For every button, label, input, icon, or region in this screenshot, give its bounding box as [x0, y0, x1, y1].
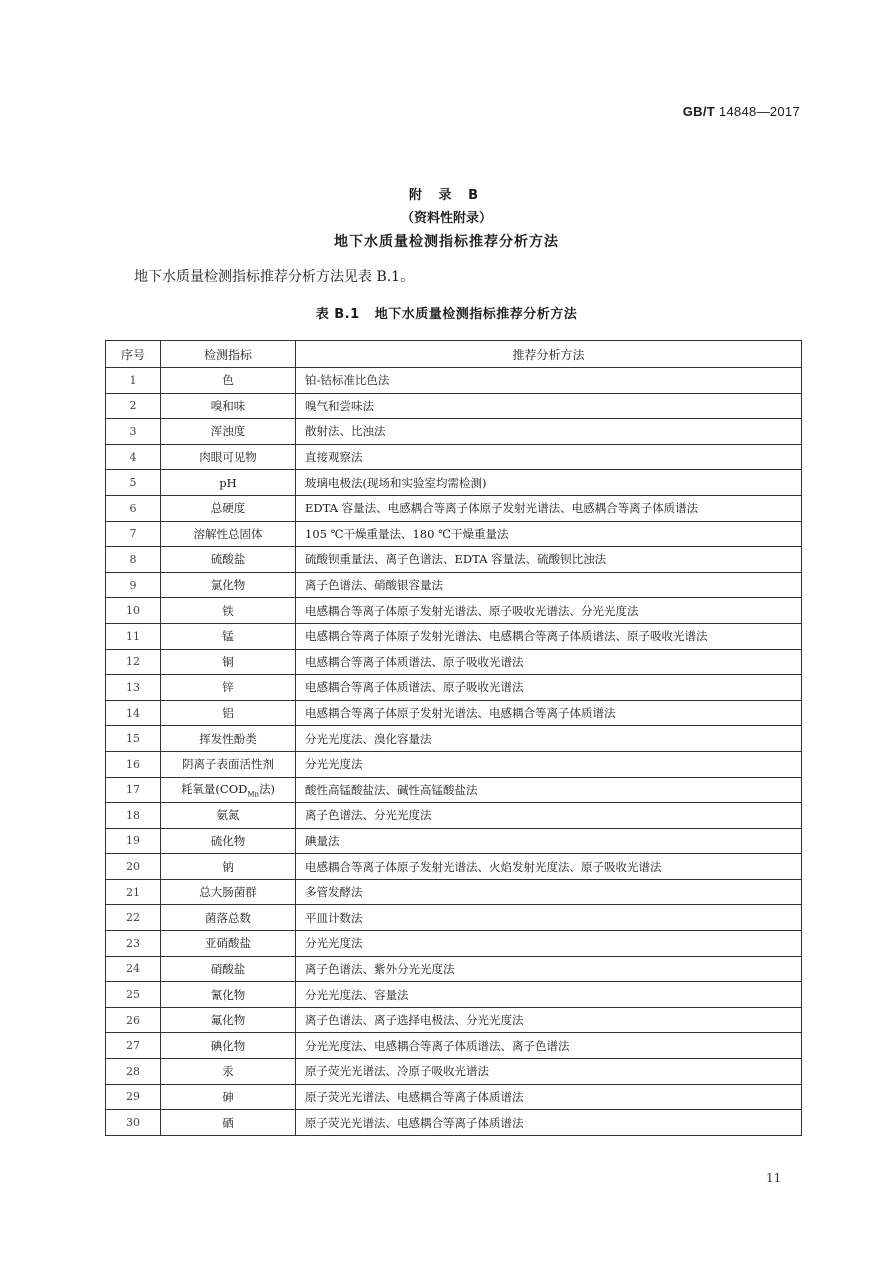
row-method: 电感耦合等离子体原子发射光谱法、电感耦合等离子体质谱法 — [296, 700, 802, 726]
row-method: 电感耦合等离子体原子发射光谱法、原子吸收光谱法、分光光度法 — [296, 598, 802, 624]
table-row — [106, 623, 802, 649]
table-row — [106, 598, 802, 624]
row-serial: 26 — [106, 1007, 161, 1033]
table-row — [106, 547, 802, 573]
row-method: 离子色谱法、紫外分光光度法 — [296, 956, 802, 982]
row-serial: 9 — [106, 572, 161, 598]
standard-prefix: GB/T — [682, 104, 715, 119]
row-method: 分光光度法 — [296, 751, 802, 777]
row-indicator: 钠 — [161, 854, 296, 880]
row-indicator: 溶解性总固体 — [161, 521, 296, 547]
indicator-suffix: 法) — [259, 782, 276, 797]
row-method: 离子色谱法、分光光度法 — [296, 803, 802, 829]
row-method: 碘量法 — [296, 828, 802, 854]
table-header-row — [106, 341, 802, 368]
row-indicator: 锌 — [161, 675, 296, 701]
table-row — [106, 368, 802, 394]
page-number: 11 — [766, 1171, 782, 1185]
row-method: EDTA 容量法、电感耦合等离子体原子发射光谱法、电感耦合等离子体质谱法 — [296, 495, 802, 521]
row-method: 分光光度法、电感耦合等离子体质谱法、离子色谱法 — [296, 1033, 802, 1059]
row-serial: 7 — [106, 521, 161, 547]
row-method: 离子色谱法、离子选择电极法、分光光度法 — [296, 1007, 802, 1033]
row-serial: 24 — [106, 956, 161, 982]
row-method: 分光光度法 — [296, 931, 802, 957]
row-indicator: 碘化物 — [161, 1033, 296, 1059]
row-indicator: 氨氮 — [161, 803, 296, 829]
row-serial: 18 — [106, 803, 161, 829]
row-indicator: 肉眼可见物 — [161, 444, 296, 470]
row-serial: 30 — [106, 1110, 161, 1136]
row-indicator: 硒 — [161, 1110, 296, 1136]
table-row — [106, 777, 802, 803]
row-method: 原子荧光光谱法、电感耦合等离子体质谱法 — [296, 1084, 802, 1110]
table-row — [106, 931, 802, 957]
row-method: 平皿计数法 — [296, 905, 802, 931]
row-indicator: 氰化物 — [161, 982, 296, 1008]
row-serial: 21 — [106, 879, 161, 905]
row-indicator: 嗅和味 — [161, 393, 296, 419]
row-indicator: 浑浊度 — [161, 419, 296, 445]
table-caption: 表 B.1 地下水质量检测指标推荐分析方法 — [315, 307, 578, 322]
row-indicator: 挥发性酚类 — [161, 726, 296, 752]
row-serial: 2 — [106, 393, 161, 419]
row-indicator: 氯化物 — [161, 572, 296, 598]
table-row — [106, 879, 802, 905]
appendix-subtitle: （资料性附录） — [400, 211, 492, 226]
row-method: 原子荧光光谱法、电感耦合等离子体质谱法 — [296, 1110, 802, 1136]
row-serial: 12 — [106, 649, 161, 675]
row-method: 电感耦合等离子体原子发射光谱法、火焰发射光度法、原子吸收光谱法 — [296, 854, 802, 880]
row-serial: 10 — [106, 598, 161, 624]
row-indicator: 硫化物 — [161, 828, 296, 854]
table-row — [106, 700, 802, 726]
row-serial: 3 — [106, 419, 161, 445]
row-method: 硫酸钡重量法、离子色谱法、EDTA 容量法、硫酸钡比浊法 — [296, 547, 802, 573]
row-method: 分光光度法、溴化容量法 — [296, 726, 802, 752]
row-serial: 5 — [106, 470, 161, 496]
row-method: 直接观察法 — [296, 444, 802, 470]
methods-table — [105, 340, 802, 1136]
row-method: 电感耦合等离子体质谱法、原子吸收光谱法 — [296, 649, 802, 675]
row-indicator: 阴离子表面活性剂 — [161, 751, 296, 777]
row-serial: 11 — [106, 623, 161, 649]
table-row — [106, 751, 802, 777]
row-indicator: 铜 — [161, 649, 296, 675]
header-serial: 序号 — [106, 341, 161, 368]
row-method: 电感耦合等离子体原子发射光谱法、电感耦合等离子体质谱法、原子吸收光谱法 — [296, 623, 802, 649]
table-row — [106, 495, 802, 521]
table-row — [106, 982, 802, 1008]
row-indicator: 总大肠菌群 — [161, 879, 296, 905]
row-method: 离子色谱法、硝酸银容量法 — [296, 572, 802, 598]
intro-paragraph: 地下水质量检测指标推荐分析方法见表 B.1。 — [134, 269, 415, 285]
indicator-subscript: Mn — [247, 790, 260, 799]
row-serial: 20 — [106, 854, 161, 880]
table-row — [106, 1007, 802, 1033]
row-method: 酸性高锰酸盐法、碱性高锰酸盐法 — [296, 777, 802, 803]
table-row — [106, 854, 802, 880]
row-indicator: 铝 — [161, 700, 296, 726]
header-method: 推荐分析方法 — [296, 341, 802, 368]
row-serial: 17 — [106, 777, 161, 803]
table-row — [106, 521, 802, 547]
appendix-title: 附 录 B — [409, 188, 484, 203]
row-indicator: 菌落总数 — [161, 905, 296, 931]
row-indicator: 铁 — [161, 598, 296, 624]
table-row — [106, 393, 802, 419]
row-serial: 1 — [106, 368, 161, 394]
table-row — [106, 572, 802, 598]
row-serial: 29 — [106, 1084, 161, 1110]
row-indicator: 色 — [161, 368, 296, 394]
row-serial: 13 — [106, 675, 161, 701]
row-serial: 23 — [106, 931, 161, 957]
row-method: 原子荧光光谱法、冷原子吸收光谱法 — [296, 1059, 802, 1085]
row-indicator: 总硬度 — [161, 495, 296, 521]
table-row — [106, 1084, 802, 1110]
row-method: 电感耦合等离子体质谱法、原子吸收光谱法 — [296, 675, 802, 701]
table-row — [106, 1033, 802, 1059]
table-row — [106, 470, 802, 496]
table-row — [106, 1110, 802, 1136]
row-serial: 14 — [106, 700, 161, 726]
standard-code: 14848—2017 — [718, 104, 800, 119]
row-method: 散射法、比浊法 — [296, 419, 802, 445]
appendix-heading: 地下水质量检测指标推荐分析方法 — [334, 234, 559, 250]
row-indicator: 硫酸盐 — [161, 547, 296, 573]
table-row — [106, 905, 802, 931]
row-indicator — [161, 777, 296, 803]
row-indicator: 亚硝酸盐 — [161, 931, 296, 957]
table-row — [106, 828, 802, 854]
row-serial: 27 — [106, 1033, 161, 1059]
row-indicator: 氟化物 — [161, 1007, 296, 1033]
row-serial: 15 — [106, 726, 161, 752]
header-indicator: 检测指标 — [161, 341, 296, 368]
row-method: 分光光度法、容量法 — [296, 982, 802, 1008]
row-serial: 8 — [106, 547, 161, 573]
row-method: 多管发酵法 — [296, 879, 802, 905]
table-row — [106, 726, 802, 752]
row-indicator: 硝酸盐 — [161, 956, 296, 982]
table-row — [106, 675, 802, 701]
row-serial: 4 — [106, 444, 161, 470]
row-serial: 16 — [106, 751, 161, 777]
indicator-text: 耗氧量(COD — [180, 782, 248, 797]
row-indicator: 砷 — [161, 1084, 296, 1110]
table-row — [106, 803, 802, 829]
table-row — [106, 956, 802, 982]
table-row — [106, 419, 802, 445]
row-serial: 25 — [106, 982, 161, 1008]
row-serial: 6 — [106, 495, 161, 521]
row-indicator: pH — [161, 470, 296, 496]
row-method: 铂-钴标准比色法 — [296, 368, 802, 394]
row-serial: 19 — [106, 828, 161, 854]
row-indicator: 锰 — [161, 623, 296, 649]
row-method: 105 ℃干燥重量法、180 ℃干燥重量法 — [296, 521, 802, 547]
row-method: 玻璃电极法(现场和实验室均需检测) — [296, 470, 802, 496]
table-row — [106, 1059, 802, 1085]
table-row — [106, 649, 802, 675]
table-row — [106, 444, 802, 470]
row-serial: 28 — [106, 1059, 161, 1085]
row-serial: 22 — [106, 905, 161, 931]
row-indicator: 汞 — [161, 1059, 296, 1085]
row-method: 嗅气和尝味法 — [296, 393, 802, 419]
standard-number — [683, 104, 800, 119]
